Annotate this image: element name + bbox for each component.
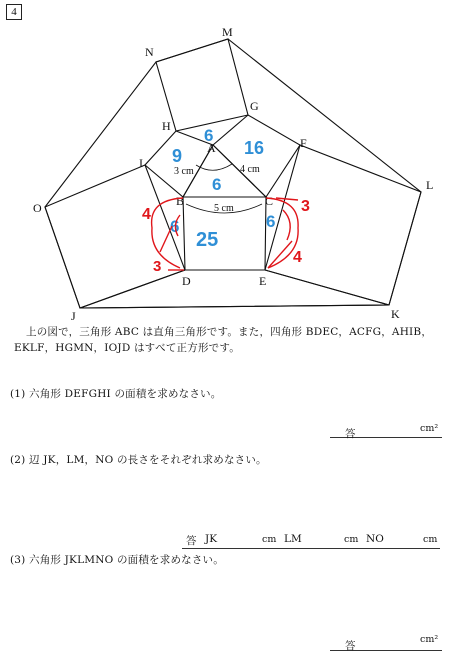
measure-ab: 3 cm bbox=[174, 166, 194, 177]
answer-label-q1: 答 bbox=[345, 428, 356, 440]
label-l: L bbox=[426, 178, 434, 192]
square-hgmn bbox=[156, 39, 248, 131]
label-c: C bbox=[265, 194, 274, 208]
label-b: B bbox=[176, 194, 185, 208]
answer-jk-label: JK bbox=[205, 533, 218, 545]
question-2: (2) 辺 JK，LM，NO の長さをそれぞれ求めなさい。 bbox=[10, 454, 267, 466]
answer-label-q2: 答 bbox=[186, 535, 197, 547]
note-area-ahib: 9 bbox=[172, 146, 183, 166]
label-k: K bbox=[391, 307, 400, 321]
answer-no-label: NO bbox=[366, 533, 384, 545]
label-a: A bbox=[207, 141, 216, 155]
note-area-acfg: 16 bbox=[244, 138, 265, 158]
note-right-triangle: 6 bbox=[266, 212, 276, 231]
red-note-left-bottom: 3 bbox=[153, 258, 162, 275]
hexagon-jklmno bbox=[45, 39, 421, 308]
answer-unit-q3: cm² bbox=[420, 634, 439, 645]
question-3: (3) 六角形 JKLMNO の面積を求めなさい。 bbox=[10, 554, 224, 566]
note-hexagon-top: 6 bbox=[204, 126, 214, 145]
triangle-dejk bbox=[80, 270, 389, 308]
note-area-bdec: 25 bbox=[196, 229, 219, 251]
problem-number: 4 bbox=[6, 4, 22, 20]
label-o: O bbox=[33, 201, 42, 215]
square-eklf bbox=[265, 145, 421, 305]
label-n: N bbox=[145, 45, 154, 59]
note-left-triangle: 6 bbox=[170, 217, 180, 236]
label-j: J bbox=[71, 309, 76, 323]
red-note-left-top: 4 bbox=[142, 206, 151, 223]
note-triangle-abc: 6 bbox=[212, 175, 222, 194]
label-f: F bbox=[300, 136, 307, 150]
answer-lm-unit: cm bbox=[344, 534, 359, 545]
measure-ac: 4 cm bbox=[240, 164, 260, 175]
answer-no-unit: cm bbox=[423, 534, 438, 545]
intro-text: 上の図で，三角形 ABC は直角三角形です。また，四角形 BDEC，ACFG，AHIB，EKLF，HGMN，IOJD はすべて正方形です。 bbox=[14, 326, 433, 354]
label-h: H bbox=[162, 119, 171, 133]
label-i: I bbox=[139, 156, 143, 170]
label-g: G bbox=[250, 99, 259, 113]
answer-label-q3: 答 bbox=[345, 640, 356, 652]
answer-lm-label: LM bbox=[284, 533, 302, 545]
question-1: (1) 六角形 DEFGHI の面積を求めなさい。 bbox=[10, 388, 222, 400]
measure-bc: 5 cm bbox=[214, 203, 234, 214]
red-note-right-top: 3 bbox=[301, 198, 310, 215]
answer-unit-q1: cm² bbox=[420, 423, 439, 434]
answer-jk-unit: cm bbox=[262, 534, 277, 545]
label-m: M bbox=[222, 25, 233, 39]
label-d: D bbox=[182, 274, 191, 288]
label-e: E bbox=[259, 274, 267, 288]
red-note-right-bottom: 4 bbox=[293, 249, 302, 266]
square-iojd bbox=[45, 165, 185, 308]
answer-field-q2[interactable] bbox=[182, 533, 440, 549]
